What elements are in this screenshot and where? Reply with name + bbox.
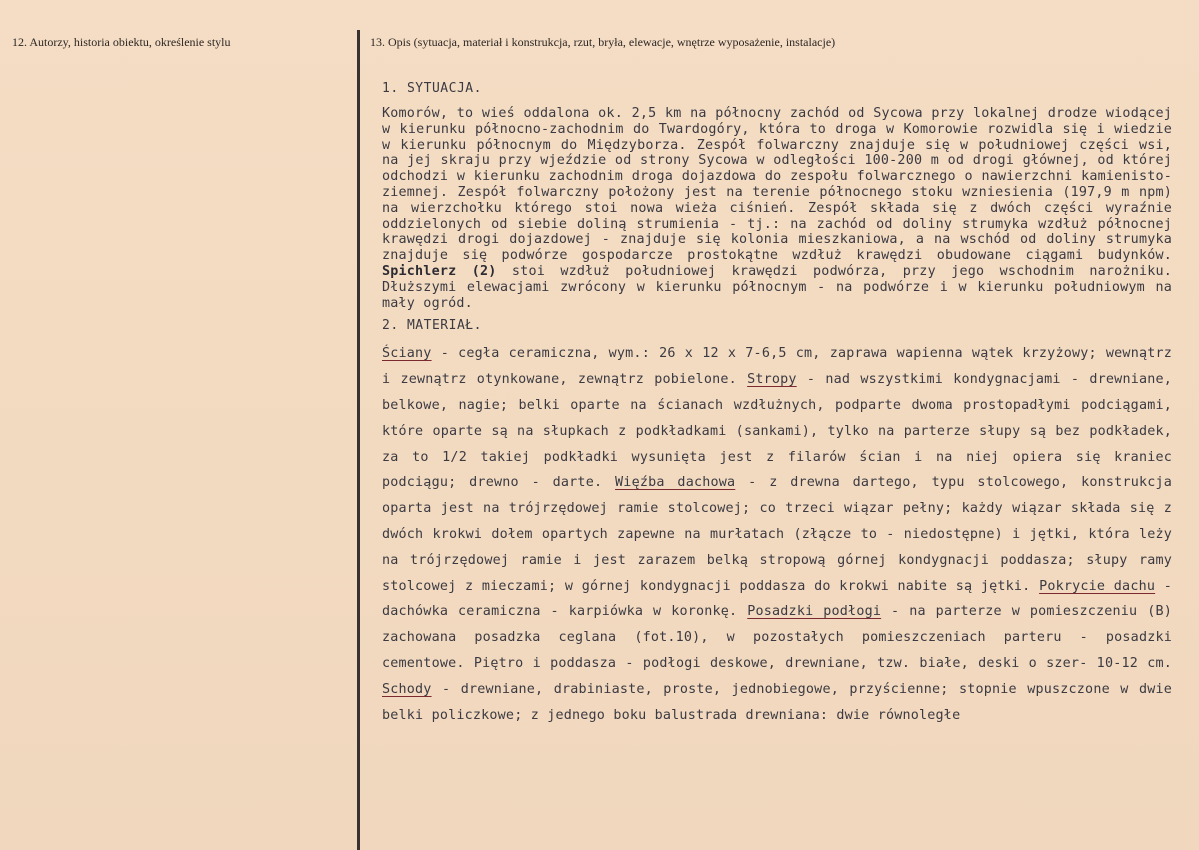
description-content [382,78,1172,728]
section-1-paragraph [382,106,1172,311]
walls-text: - cegła ceramiczna, wym.: 26 x 12 x 7-6,5 cm, zaprawa wapienna wątek krzyżowy; wewnątrz i zewnątrz otynkowane, zewnątrz pobielone. [382,346,1172,388]
roof-truss-text: - z drewna dartego, typu stolcowego, konstrukcja oparta jest na trójrzędowej ramie stolcowej; co trzeci wiązar pełny; każdy wiązar składa się z dwóch krokwi dołem opartych zapewne na murłatach (złącze to - niedostępne) i jętki, która leży na trójrzędowej ramie i jest zarazem belką stropową górnej kondygnacji poddasza; słupy ramy stolcowej z mieczami; w górnej kondygnacji poddasza do krokwi nabite są jętki. [382,475,1173,594]
roof-truss-label: Więźba dachowa [615,475,736,491]
right-column-header: 13. Opis (sytuacja, materiał i konstrukcja, rzut, bryła, elewacje, wnętrze wyposażenie, instalacje) [370,35,836,49]
section-1-text-b: stoi wzdłuż południowej krawędzi podwórza, przy jego wschodnim narożniku. Dłuższymi elewacjami zwrócony w kierunku północnym - na podwórze i w kierunku południowym na mały ogród. [382,263,1172,311]
walls-label: Ściany [382,346,432,362]
left-column-header: 12. Autorzy, historia obiektu, określenie stylu [12,35,231,49]
ceilings-label: Stropy [747,372,797,388]
roof-covering-label: Pokrycie dachu [1039,578,1156,594]
roof-covering-text: - dachówka ceramiczna - karpiówka w koronkę. [382,578,1173,620]
authors-history-column [0,0,355,850]
section-1-text-a: Komorów, to wieś oddalona ok. 2,5 km na północny zachód od Sycowa przy lokalnej drodze wiodącej w kierunku północno-zachodnim do Twardogóry, która to droga w Komorowie rozwidla się i wiedzie w kierunku północnym do Międzyborza. Zespół folwarczny znajduje się w południowej części wsi, na jej skraju przy wjeździe od strony Sycowa w odległości 100-200 m od drogi głównej, od której odchodzi w kierunku zachodnim droga dojazdowa do zespołu folwarcznego o nawierzchni kamienisto-ziemnej. Zespół folwarczny położony jest na terenie północnego stoku wzniesienia (197,9 m npm) na wierzchołku którego stoi nowa wieża ciśnień. Zespół składa się z dwóch części wyraźnie oddzielonych od siebie doliną strumienia - tj.: na zachód od doliny strumyka wzdłuż północnej krawędzi drogi dojazdowej - znajduje się kolonia mieszkaniowa, a na wschód od doliny strumyka znajduje się podwórze gospodarcze prostokątne wzdłuż krawędzi obudowane ciągami budynków. [382,106,1172,264]
granary-label: Spichlerz (2) [382,263,497,279]
floors-text: - na parterze w pomieszczeniu (B) zachowana posadzka ceglana (fot.10), w pozostałych pomieszczeniach parteru - posadzki cementowe. Piętro i poddasza - podłogi deskowe, drewniane, tzw. białe, deski o szer- 10-12 cm. [382,604,1172,671]
column-divider [357,30,360,850]
stairs-text: - drewniane, drabiniaste, proste, jednobiegowe, przyścienne; stopnie wpuszczone w dwie belki policzkowe; z jednego boku balustrada drewniana: dwie równoległe [382,681,1172,723]
section-1-title: 1. SYTUACJA. [382,81,482,96]
floors-label: Posadzki podłogi [747,604,882,620]
section-2-paragraph [382,341,1172,728]
stairs-label: Schody [382,681,432,697]
ceilings-text: - nad wszystkimi kondygnacjami - drewniane, belkowe, nagie; belki oparte na ścianach wzdłużnych, podparte dwoma prostopadłymi podciągami, które oparte są na słupkach z podkładkami (sankami), tylko na parterze słupy są bez podkładek, za to 1/2 takiej podkładki wysunięta jest z filarów ścian i na niej opiera się kraniec podciągu; drewno - darte. [382,372,1173,491]
section-2-title: 2. MATERIAŁ. [382,318,482,334]
